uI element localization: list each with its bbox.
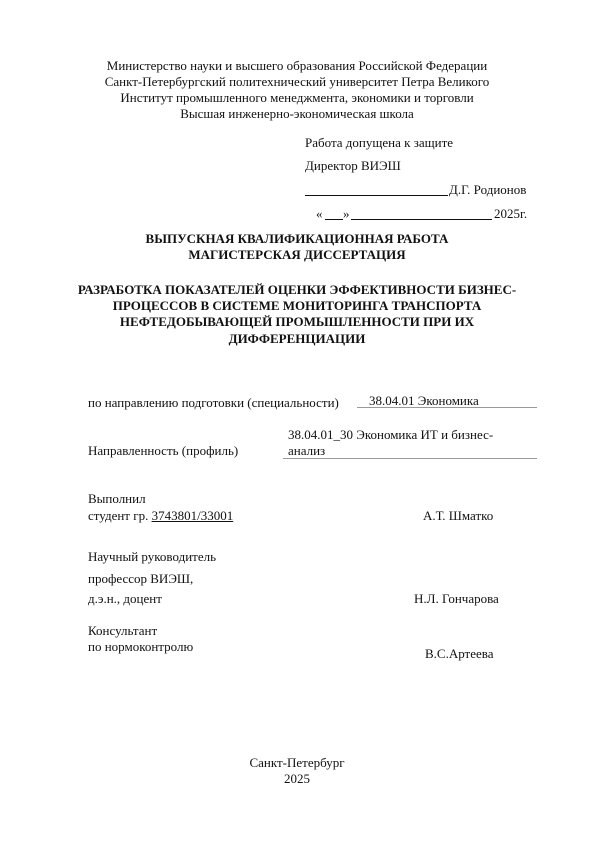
consultant-name: В.С.Артеева <box>425 646 494 661</box>
footer-city: Санкт-Петербург <box>249 755 345 770</box>
supervisor-label-line2: профессор ВИЭШ, <box>88 571 194 586</box>
author-label-prefix: студент гр. <box>88 508 152 523</box>
institute-line: Институт промышленного менеджмента, экономики и торговли <box>120 90 474 105</box>
date-year: 2025г. <box>494 206 528 221</box>
direction-value: 38.04.01 Экономика <box>369 393 479 408</box>
profile-value-line2: анализ <box>288 443 326 458</box>
author-group: 3743801/33001 <box>151 508 234 523</box>
date-day-blank <box>325 219 343 220</box>
date-close-quote: » <box>343 206 350 221</box>
supervisor-name: Н.Л. Гончарова <box>414 591 499 606</box>
date-month-blank <box>351 219 492 220</box>
ministry-line: Министерство науки и высшего образования Российской Федерации <box>106 58 488 73</box>
footer-year: 2025 <box>284 771 310 786</box>
direction-label: по направлению подготовки (специальности) <box>88 395 339 410</box>
thesis-title-line1: РАЗРАБОТКА ПОКАЗАТЕЛЕЙ ОЦЕНКИ ЭФФЕКТИВНОСТИ БИЗНЕС- <box>77 282 517 297</box>
university-line: Санкт-Петербургский политехнический университет Петра Великого <box>104 74 490 89</box>
author-label-line1: Выполнил <box>88 491 146 506</box>
author-name: А.Т. Шматко <box>423 508 494 523</box>
profile-underline <box>283 458 537 459</box>
direction-underline <box>357 407 537 408</box>
admission-text: Работа допущена к защите <box>305 135 454 150</box>
work-type-line2: МАГИСТЕРСКАЯ ДИССЕРТАЦИЯ <box>188 247 406 262</box>
consultant-label-line2: по нормоконтролю <box>88 639 194 654</box>
thesis-title-line2: ПРОЦЕССОВ В СИСТЕМЕ МОНИТОРИНГА ТРАНСПОРТА <box>112 298 482 313</box>
profile-label: Направленность (профиль) <box>88 443 239 458</box>
author-label-line2 <box>88 508 233 524</box>
director-title: Директор ВИЭШ <box>305 158 401 173</box>
supervisor-label-line1: Научный руководитель <box>88 549 217 564</box>
profile-value-line1: 38.04.01_30 Экономика ИТ и бизнес- <box>288 427 494 442</box>
thesis-title-line3: НЕФТЕДОБЫВАЮЩЕЙ ПРОМЫШЛЕННОСТИ ПРИ ИХ <box>119 314 475 329</box>
director-name: Д.Г. Родионов <box>449 182 527 197</box>
school-line: Высшая инженерно-экономическая школа <box>180 106 414 121</box>
thesis-title-line4: ДИФФЕРЕНЦИАЦИИ <box>228 331 366 346</box>
date-open-quote: « <box>316 206 323 221</box>
director-signature-line <box>305 195 448 196</box>
consultant-label-line1: Консультант <box>88 623 158 638</box>
work-type-line1: ВЫПУСКНАЯ КВАЛИФИКАЦИОННАЯ РАБОТА <box>145 231 449 246</box>
supervisor-label-line3: д.э.н., доцент <box>88 591 162 606</box>
